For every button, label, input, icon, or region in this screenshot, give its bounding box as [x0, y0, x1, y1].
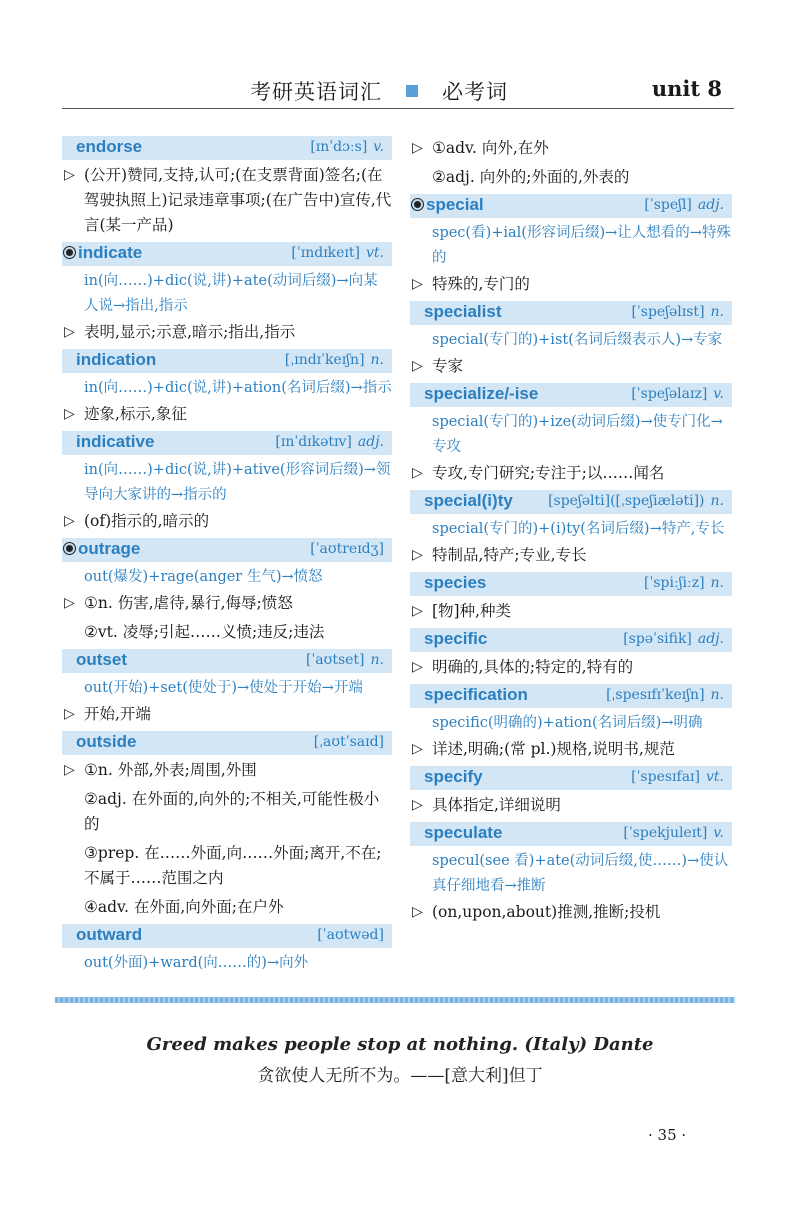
definition-text: 特制品,特产;专业,专长: [432, 546, 587, 564]
part-of-speech: adj.: [697, 197, 724, 213]
triangle-icon: ▷: [64, 406, 75, 422]
definition-text: ④adv. 在外面,向外面;在户外: [84, 898, 284, 916]
headword-text: outset: [76, 650, 127, 669]
part-of-speech: v.: [713, 825, 724, 841]
headword: [412, 195, 484, 215]
headword-text: specialist: [424, 302, 502, 321]
right-column: [410, 136, 732, 929]
phonetic-text: [ˈspesɪfaɪ]: [631, 769, 700, 785]
definition-text: 详述,明确;(常 pl.)规格,说明书,规范: [432, 740, 675, 758]
headword: [64, 539, 140, 559]
triangle-icon: ▷: [412, 741, 423, 757]
key-word-dot-icon: [64, 247, 75, 258]
word-entry: [62, 431, 392, 534]
triangle-icon: ▷: [412, 659, 423, 675]
headword-text: special: [426, 195, 484, 214]
definition: [410, 793, 732, 818]
definition-text: 特殊的,专门的: [432, 275, 530, 293]
book-title: 考研英语词汇: [250, 80, 382, 104]
phonetic: [631, 769, 724, 785]
word-entry: [62, 349, 392, 427]
definition-text: ②vt. 凌辱;引起……义愤;违反;违法: [84, 623, 325, 641]
etymology: special(专门的)+ize(动词后缀)→使专门化→专攻: [432, 414, 723, 455]
entry-headword-bar: [410, 628, 732, 652]
phonetic: [285, 352, 384, 368]
definition-text: 专攻,专门研究;专注于;以……闻名: [432, 464, 665, 482]
headword-text: special(i)ty: [424, 491, 513, 510]
phonetic-text: [ɪnˈdɔːs]: [310, 139, 368, 155]
phonetic-text: [ˈaʊtset]: [306, 652, 365, 668]
definition-text: ①n. 伤害,虐待,暴行,侮辱;愤怒: [84, 594, 293, 612]
word-entry: [62, 538, 392, 645]
definition-text: 专家: [432, 357, 464, 375]
word-entry: [410, 194, 732, 297]
definition: [410, 900, 732, 925]
word-entry: [410, 628, 732, 680]
definition-text: ①adv. 向外,在外: [432, 139, 549, 157]
phonetic: [310, 139, 384, 155]
phonetic: [644, 575, 724, 591]
triangle-icon: ▷: [412, 358, 423, 374]
entry-headword-bar: [62, 649, 392, 673]
triangle-icon: ▷: [64, 706, 75, 722]
definition: [410, 272, 732, 297]
definition: [62, 758, 392, 783]
phonetic: [631, 386, 724, 402]
triangle-icon: ▷: [412, 276, 423, 292]
headword: [424, 629, 487, 649]
triangle-icon: ▷: [64, 513, 75, 529]
definition-text: (公开)赞同,支持,认可;(在支票背面)签名;(在驾驶执照上)记录违章事项;(在广告中)宣传,代言(某一产品): [84, 166, 392, 234]
definition: [410, 543, 732, 568]
headword: [64, 243, 142, 263]
key-word-dot-icon: [412, 199, 423, 210]
definition: [62, 787, 392, 837]
headword-text: indicate: [78, 243, 143, 262]
phonetic-text: [ˈspeʃəlaɪz]: [631, 386, 708, 402]
phonetic-text: [ˈspekjuleɪt]: [623, 825, 708, 841]
phonetic: [623, 631, 724, 647]
headword-text: outside: [76, 732, 137, 751]
triangle-icon: ▷: [64, 167, 75, 183]
phonetic-text: [ˈaʊtwəd]: [317, 927, 384, 943]
definition-text: [物]种,种类: [432, 602, 512, 620]
etymology: special(专门的)+(i)ty(名词后缀)→特产,专长: [432, 521, 725, 537]
definition: [410, 655, 732, 680]
right-entries: [410, 194, 732, 925]
part-of-speech: adj.: [697, 631, 724, 647]
headword: [424, 823, 502, 843]
word-entry: [410, 301, 732, 379]
headword: [424, 302, 502, 322]
phonetic-text: [ˈaʊtreɪdʒ]: [310, 541, 384, 557]
part-of-speech: n.: [370, 352, 384, 368]
bottom-divider: [55, 997, 735, 1003]
unit-label: unit 8: [651, 76, 722, 101]
quote-block: [0, 1034, 800, 1086]
headword-text: specification: [424, 685, 528, 704]
headword: [76, 650, 127, 670]
headword: [76, 732, 136, 752]
phonetic-text: [speʃəlti]([ˌspeʃiæləti]): [548, 493, 705, 509]
definition: [62, 320, 392, 345]
phonetic-text: [ˈspeʃəlɪst]: [631, 304, 705, 320]
phonetic: [606, 687, 724, 703]
definition: [410, 136, 732, 161]
headword-text: specific: [424, 629, 488, 648]
headword: [76, 432, 154, 452]
header-title: [250, 76, 508, 106]
word-entry: [62, 924, 392, 976]
word-entry: [62, 136, 392, 238]
definition-text: ②adj. 在外面的,向外的;不相关,可能性极小的: [84, 790, 380, 833]
definition-text: 迹象,标示,象征: [84, 405, 187, 423]
outward-continued-defs: [410, 136, 732, 190]
headword: [424, 767, 483, 787]
etymology: in(向……)+dic(说,讲)+ate(动词后缀)→向某人说→指出,指示: [84, 273, 378, 314]
headword: [424, 573, 486, 593]
entry-headword-bar: [410, 383, 732, 407]
phonetic-text: [ˈspeʃl]: [644, 197, 692, 213]
part-of-speech: v.: [373, 139, 384, 155]
headword: [424, 685, 528, 705]
phonetic-text: [ˌspesɪfɪˈkeɪʃn]: [606, 687, 705, 703]
phonetic: [631, 304, 724, 320]
definition: [62, 702, 392, 727]
word-entry: [62, 242, 392, 345]
word-entry: [62, 731, 392, 920]
headword-text: endorse: [76, 137, 143, 156]
part-of-speech: n.: [710, 575, 724, 591]
etymology: out(外面)+ward(向……的)→向外: [84, 955, 309, 971]
triangle-icon: ▷: [64, 762, 75, 778]
part-of-speech: n.: [710, 687, 724, 703]
page-header: [62, 72, 734, 110]
phonetic-text: [ˈɪndɪkeɪt]: [291, 245, 360, 261]
headword-text: speculate: [424, 823, 503, 842]
etymology: in(向……)+dic(说,讲)+ation(名词后缀)→指示: [84, 380, 392, 396]
definition-text: 开始,开端: [84, 705, 151, 723]
word-entry: [62, 649, 392, 727]
headword-text: species: [424, 573, 487, 592]
phonetic: [623, 825, 724, 841]
part-of-speech: n.: [710, 304, 724, 320]
definition-text: ②adj. 向外的;外面的,外表的: [432, 168, 630, 186]
headword-text: outward: [76, 925, 143, 944]
entry-headword-bar: [62, 731, 392, 755]
definition-text: (of)指示的,暗示的: [84, 512, 210, 530]
word-entry: [410, 383, 732, 486]
entry-headword-bar: [62, 242, 392, 266]
quote-english: Greed makes people stop at nothing. (Italy) Dante: [146, 1034, 654, 1055]
headword: [424, 491, 513, 511]
phonetic: [306, 652, 384, 668]
definition-text: ①n. 外部,外表;周围,外围: [84, 761, 257, 779]
triangle-icon: ▷: [412, 547, 423, 563]
etymology: spec(看)+ial(形容词后缀)→让人想看的→特殊的: [432, 225, 731, 266]
headword: [424, 384, 538, 404]
entry-headword-bar: [410, 766, 732, 790]
definition-text: 具体指定,详细说明: [432, 796, 561, 814]
triangle-icon: ▷: [64, 595, 75, 611]
word-entry: [410, 822, 732, 925]
etymology: specific(明确的)+ation(名词后缀)→明确: [432, 715, 703, 731]
entry-headword-bar: [410, 822, 732, 846]
entry-headword-bar: [410, 194, 732, 218]
definition-text: 表明,显示;示意,暗示;指出,指示: [84, 323, 296, 341]
etymology: specul(see 看)+ate(动词后缀,使……)→使认真仔细地看→推断: [432, 853, 729, 894]
phonetic-text: [ˈspiːʃiːz]: [644, 575, 705, 591]
phonetic-text: [ˌaʊtˈsaɪd]: [313, 734, 384, 750]
etymology: special(专门的)+ist(名词后缀表示人)→专家: [432, 332, 723, 348]
definition: [62, 895, 392, 920]
triangle-icon: ▷: [412, 603, 423, 619]
word-entry: [410, 490, 732, 568]
entry-headword-bar: [62, 431, 392, 455]
part-of-speech: n.: [370, 652, 384, 668]
definition: [410, 354, 732, 379]
definition: [62, 163, 392, 238]
definition: [62, 620, 392, 645]
phonetic-text: [ˌɪndɪˈkeɪʃn]: [284, 352, 365, 368]
part-of-speech: vt.: [366, 245, 384, 261]
quote-chinese: 贪欲使人无所不为。——[意大利]但丁: [257, 1066, 543, 1086]
header-divider: [62, 108, 734, 109]
headword-text: indicative: [76, 432, 155, 451]
section-title: 必考词: [442, 80, 508, 104]
headword: [76, 350, 156, 370]
definition: [62, 509, 392, 534]
definition-text: ③prep. 在……外面,向……外面;离开,不在;不属于……范围之内: [84, 844, 382, 887]
triangle-icon: ▷: [412, 140, 423, 156]
headword: [76, 137, 142, 157]
phonetic: [310, 541, 384, 557]
entry-headword-bar: [62, 538, 392, 562]
definition-text: (on,upon,about)推测,推断;投机: [432, 903, 661, 921]
definition: [410, 737, 732, 762]
entry-headword-bar: [62, 349, 392, 373]
key-word-dot-icon: [64, 543, 75, 554]
triangle-icon: ▷: [412, 465, 423, 481]
etymology: out(爆发)+rage(anger 生气)→愤怒: [84, 569, 323, 585]
definition: [410, 599, 732, 624]
part-of-speech: vt.: [706, 769, 724, 785]
entry-headword-bar: [410, 684, 732, 708]
triangle-icon: ▷: [412, 904, 423, 920]
headword-text: outrage: [78, 539, 141, 558]
phonetic: [314, 734, 384, 750]
etymology: out(开始)+set(使处于)→使处于开始→开端: [84, 680, 363, 696]
entry-headword-bar: [62, 924, 392, 948]
phonetic: [644, 197, 724, 213]
part-of-speech: v.: [713, 386, 724, 402]
phonetic-text: [spəˈsifik]: [623, 631, 692, 647]
triangle-icon: ▷: [412, 797, 423, 813]
phonetic-text: [ɪnˈdɪkətɪv]: [275, 434, 352, 450]
square-icon: [406, 85, 418, 97]
entry-headword-bar: [410, 301, 732, 325]
entry-headword-bar: [62, 136, 392, 160]
definition: [62, 841, 392, 891]
headword-text: specialize/-ise: [424, 384, 539, 403]
phonetic: [317, 927, 384, 943]
word-entry: [410, 766, 732, 818]
phonetic: [291, 245, 384, 261]
headword-text: specify: [424, 767, 483, 786]
definition: [62, 402, 392, 427]
etymology: in(向……)+dic(说,讲)+ative(形容词后缀)→领导向大家讲的→指示的: [84, 462, 391, 503]
phonetic: [548, 493, 724, 509]
triangle-icon: ▷: [64, 324, 75, 340]
word-entry: [410, 572, 732, 624]
part-of-speech: adj.: [357, 434, 384, 450]
headword: [76, 925, 142, 945]
part-of-speech: n.: [710, 493, 724, 509]
left-column: [62, 136, 392, 977]
definition: [62, 591, 392, 616]
page-number: · 35 ·: [648, 1126, 687, 1144]
entry-headword-bar: [410, 572, 732, 596]
word-entry: [410, 684, 732, 762]
entry-headword-bar: [410, 490, 732, 514]
definition: [410, 165, 732, 190]
definition-text: 明确的,具体的;特定的,特有的: [432, 658, 634, 676]
phonetic: [275, 434, 384, 450]
headword-text: indication: [76, 350, 157, 369]
definition: [410, 461, 732, 486]
